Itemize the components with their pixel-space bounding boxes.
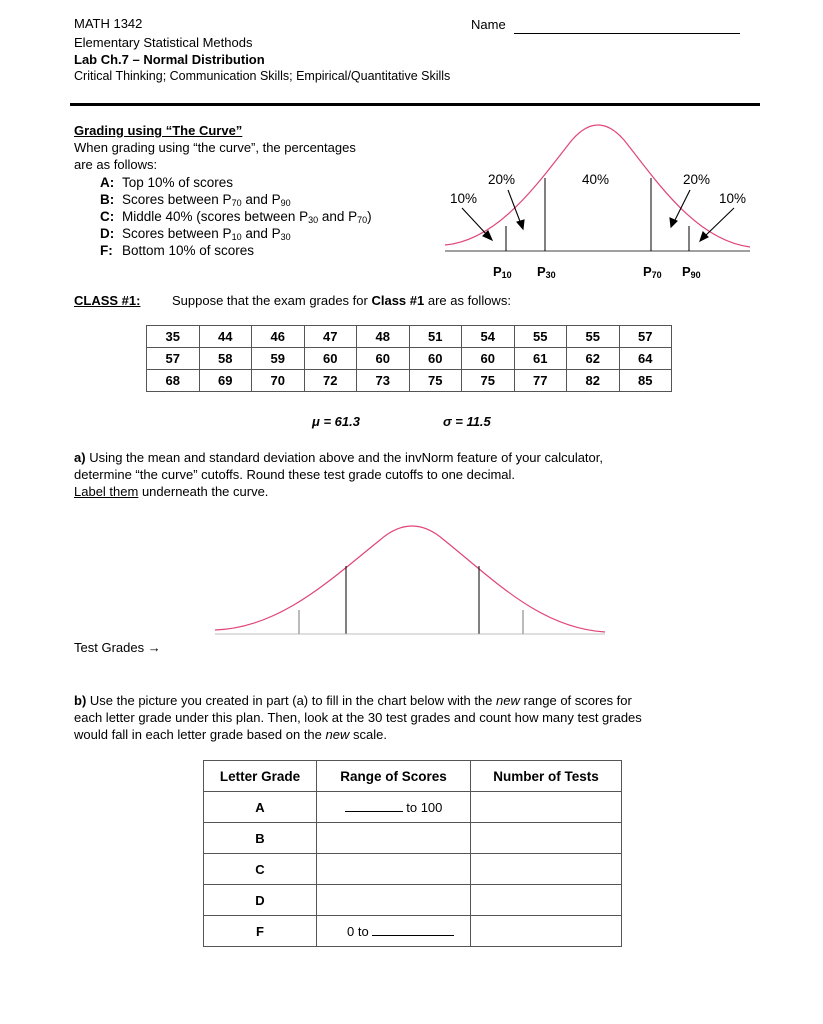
pct-left-tail: 10%: [450, 191, 478, 206]
header-range-of-scores: Range of Scores: [317, 761, 471, 792]
label-p90: P90: [682, 264, 701, 280]
row-count-cell[interactable]: [471, 854, 622, 885]
grade-cell: 61: [514, 348, 567, 370]
grade-cell: 72: [304, 370, 357, 392]
arrow-right-mid: [670, 190, 690, 227]
grade-item-letter: A:: [100, 175, 115, 190]
lab-title: Lab Ch.7 – Normal Distribution: [74, 52, 265, 67]
course-number: MATH 1342: [74, 16, 143, 31]
row-count-cell[interactable]: [471, 916, 622, 947]
row-range-b[interactable]: [317, 823, 471, 854]
label-p70: P70: [643, 264, 662, 280]
class-sentence: [172, 293, 511, 308]
grade-cell: 85: [619, 370, 672, 392]
class-sentence-pre: Suppose that the exam grades for: [172, 293, 372, 308]
part-a-line2: determine “the curve” cutoffs. Round these test grade cutoffs to one decimal.: [74, 467, 516, 482]
part-b-new-1: new: [496, 693, 520, 708]
row-letter: F: [204, 916, 317, 947]
grade-cell: 51: [409, 326, 462, 348]
pct-left-mid: 20%: [488, 172, 516, 187]
grade-cell: 55: [514, 326, 567, 348]
grading-intro-1: When grading using “the curve”, the percentages: [74, 140, 356, 155]
grade-cell: 64: [619, 348, 672, 370]
grade-cell: 82: [567, 370, 620, 392]
row-count-cell[interactable]: [471, 792, 622, 823]
grade-cell: 77: [514, 370, 567, 392]
part-b-line3: [74, 727, 387, 742]
table-row: [204, 854, 622, 885]
mean-text: μ = 61.3: [312, 414, 360, 429]
label-p30: P30: [537, 264, 556, 280]
grade-cell: 59: [252, 348, 305, 370]
part-a-line3: [74, 484, 268, 499]
row-range-a[interactable]: [317, 792, 471, 823]
table-row: [204, 823, 622, 854]
table-row: [147, 370, 672, 392]
grade-item-text: Middle 40% (scores between $P_{30}$ and $P_{70}$): [122, 209, 372, 225]
grade-cell: 73: [357, 370, 410, 392]
table-row: [147, 326, 672, 348]
grade-cell: 68: [147, 370, 200, 392]
grade-cell: 55: [567, 326, 620, 348]
grade-cell: 75: [409, 370, 462, 392]
part-b-text1: Use the picture you created in part (a) to fill in the chart below with the: [89, 693, 496, 708]
pct-right-mid: 20%: [683, 172, 711, 187]
table-row: [204, 885, 622, 916]
name-label: Name: [471, 17, 506, 32]
arrow-left-mid: [508, 190, 524, 229]
pct-center: 40%: [582, 172, 610, 187]
row-count-cell[interactable]: [471, 823, 622, 854]
row-range-f[interactable]: [317, 916, 471, 947]
grade-cell: 58: [199, 348, 252, 370]
grade-cell: 35: [147, 326, 200, 348]
part-b-text3: would fall in each letter grade based on the: [74, 727, 326, 742]
grade-item-letter: D:: [100, 226, 115, 241]
grade-cell: 60: [304, 348, 357, 370]
grading-intro-2: are as follows:: [74, 157, 158, 172]
part-b-line2: each letter grade under this plan. Then, look at the 30 test grades and count how many test grades: [74, 710, 642, 725]
part-b-line1: [74, 693, 632, 708]
bell-curve-blank: [215, 526, 605, 632]
letter-table-header: [204, 761, 622, 792]
grading-heading: Grading using “The Curve”: [74, 123, 243, 138]
skills-line: Critical Thinking; Communication Skills; Empirical/Quantitative Skills: [74, 69, 451, 83]
grade-cell: 60: [357, 348, 410, 370]
part-a-line1: [74, 450, 603, 465]
blank-line: [345, 799, 403, 812]
grade-item-letter: B:: [100, 192, 115, 207]
part-a-line3-rest: underneath the curve.: [138, 484, 269, 499]
grade-cell: 60: [462, 348, 515, 370]
class-sentence-post: are as follows:: [424, 293, 511, 308]
row-letter: B: [204, 823, 317, 854]
range-text: to 100: [406, 800, 443, 815]
part-a-label: a): [74, 450, 86, 465]
grade-cell: 48: [357, 326, 410, 348]
grade-item-text: Scores between $P_{10}$ and $P_{30}$: [122, 226, 291, 242]
class-sentence-bold: Class #1: [371, 293, 425, 308]
class-label: CLASS #1:: [74, 293, 141, 308]
grade-item-text: Scores between $P_{70}$ and $P_{90}$: [122, 192, 291, 208]
letter-grade-table: [203, 760, 622, 947]
row-count-cell[interactable]: [471, 885, 622, 916]
row-letter: D: [204, 885, 317, 916]
grade-cell: 47: [304, 326, 357, 348]
grades-table: [146, 325, 672, 392]
grade-item-text: Bottom 10% of scores: [122, 243, 255, 258]
part-b-text3-post: scale.: [349, 727, 387, 742]
grade-cell: 75: [462, 370, 515, 392]
grade-item-letter: C:: [100, 209, 115, 224]
grade-cell: 60: [409, 348, 462, 370]
test-grades-label: Test Grades →: [74, 640, 161, 655]
grade-cell: 70: [252, 370, 305, 392]
grade-cell: 57: [147, 348, 200, 370]
table-row: [204, 792, 622, 823]
part-a-label-them: Label them: [74, 484, 139, 499]
table-row: [147, 348, 672, 370]
header-letter-grade: Letter Grade: [204, 761, 317, 792]
pct-right-tail: 10%: [719, 191, 747, 206]
grade-cell: 46: [252, 326, 305, 348]
grade-cell: 69: [199, 370, 252, 392]
grade-item-letter: F:: [100, 243, 113, 258]
grade-cell: 57: [619, 326, 672, 348]
row-range-c[interactable]: [317, 854, 471, 885]
row-letter: A: [204, 792, 317, 823]
grade-item-text: Top 10% of scores: [122, 175, 234, 190]
blank-line: [372, 923, 454, 936]
course-name: Elementary Statistical Methods: [74, 35, 253, 50]
part-b-text1-post: range of scores for: [519, 693, 632, 708]
part-b-new-2: new: [325, 727, 350, 742]
part-a-text1: Using the mean and standard deviation above and the invNorm feature of your calculator,: [89, 450, 603, 465]
mean-value: [312, 414, 360, 429]
grade-cell: 62: [567, 348, 620, 370]
row-range-d[interactable]: [317, 885, 471, 916]
percentile-curve-diagram: [0, 0, 823, 300]
blank-curve-diagram: [0, 500, 823, 650]
grade-cell: 44: [199, 326, 252, 348]
table-row: [204, 916, 622, 947]
grade-cell: 54: [462, 326, 515, 348]
header-number-of-tests: Number of Tests: [471, 761, 622, 792]
part-b-label: b): [74, 693, 87, 708]
sd-text: σ = 11.5: [443, 414, 491, 429]
range-text: 0 to: [347, 924, 369, 939]
label-p10: P10: [493, 264, 512, 280]
sd-value: [443, 414, 491, 429]
row-letter: C: [204, 854, 317, 885]
